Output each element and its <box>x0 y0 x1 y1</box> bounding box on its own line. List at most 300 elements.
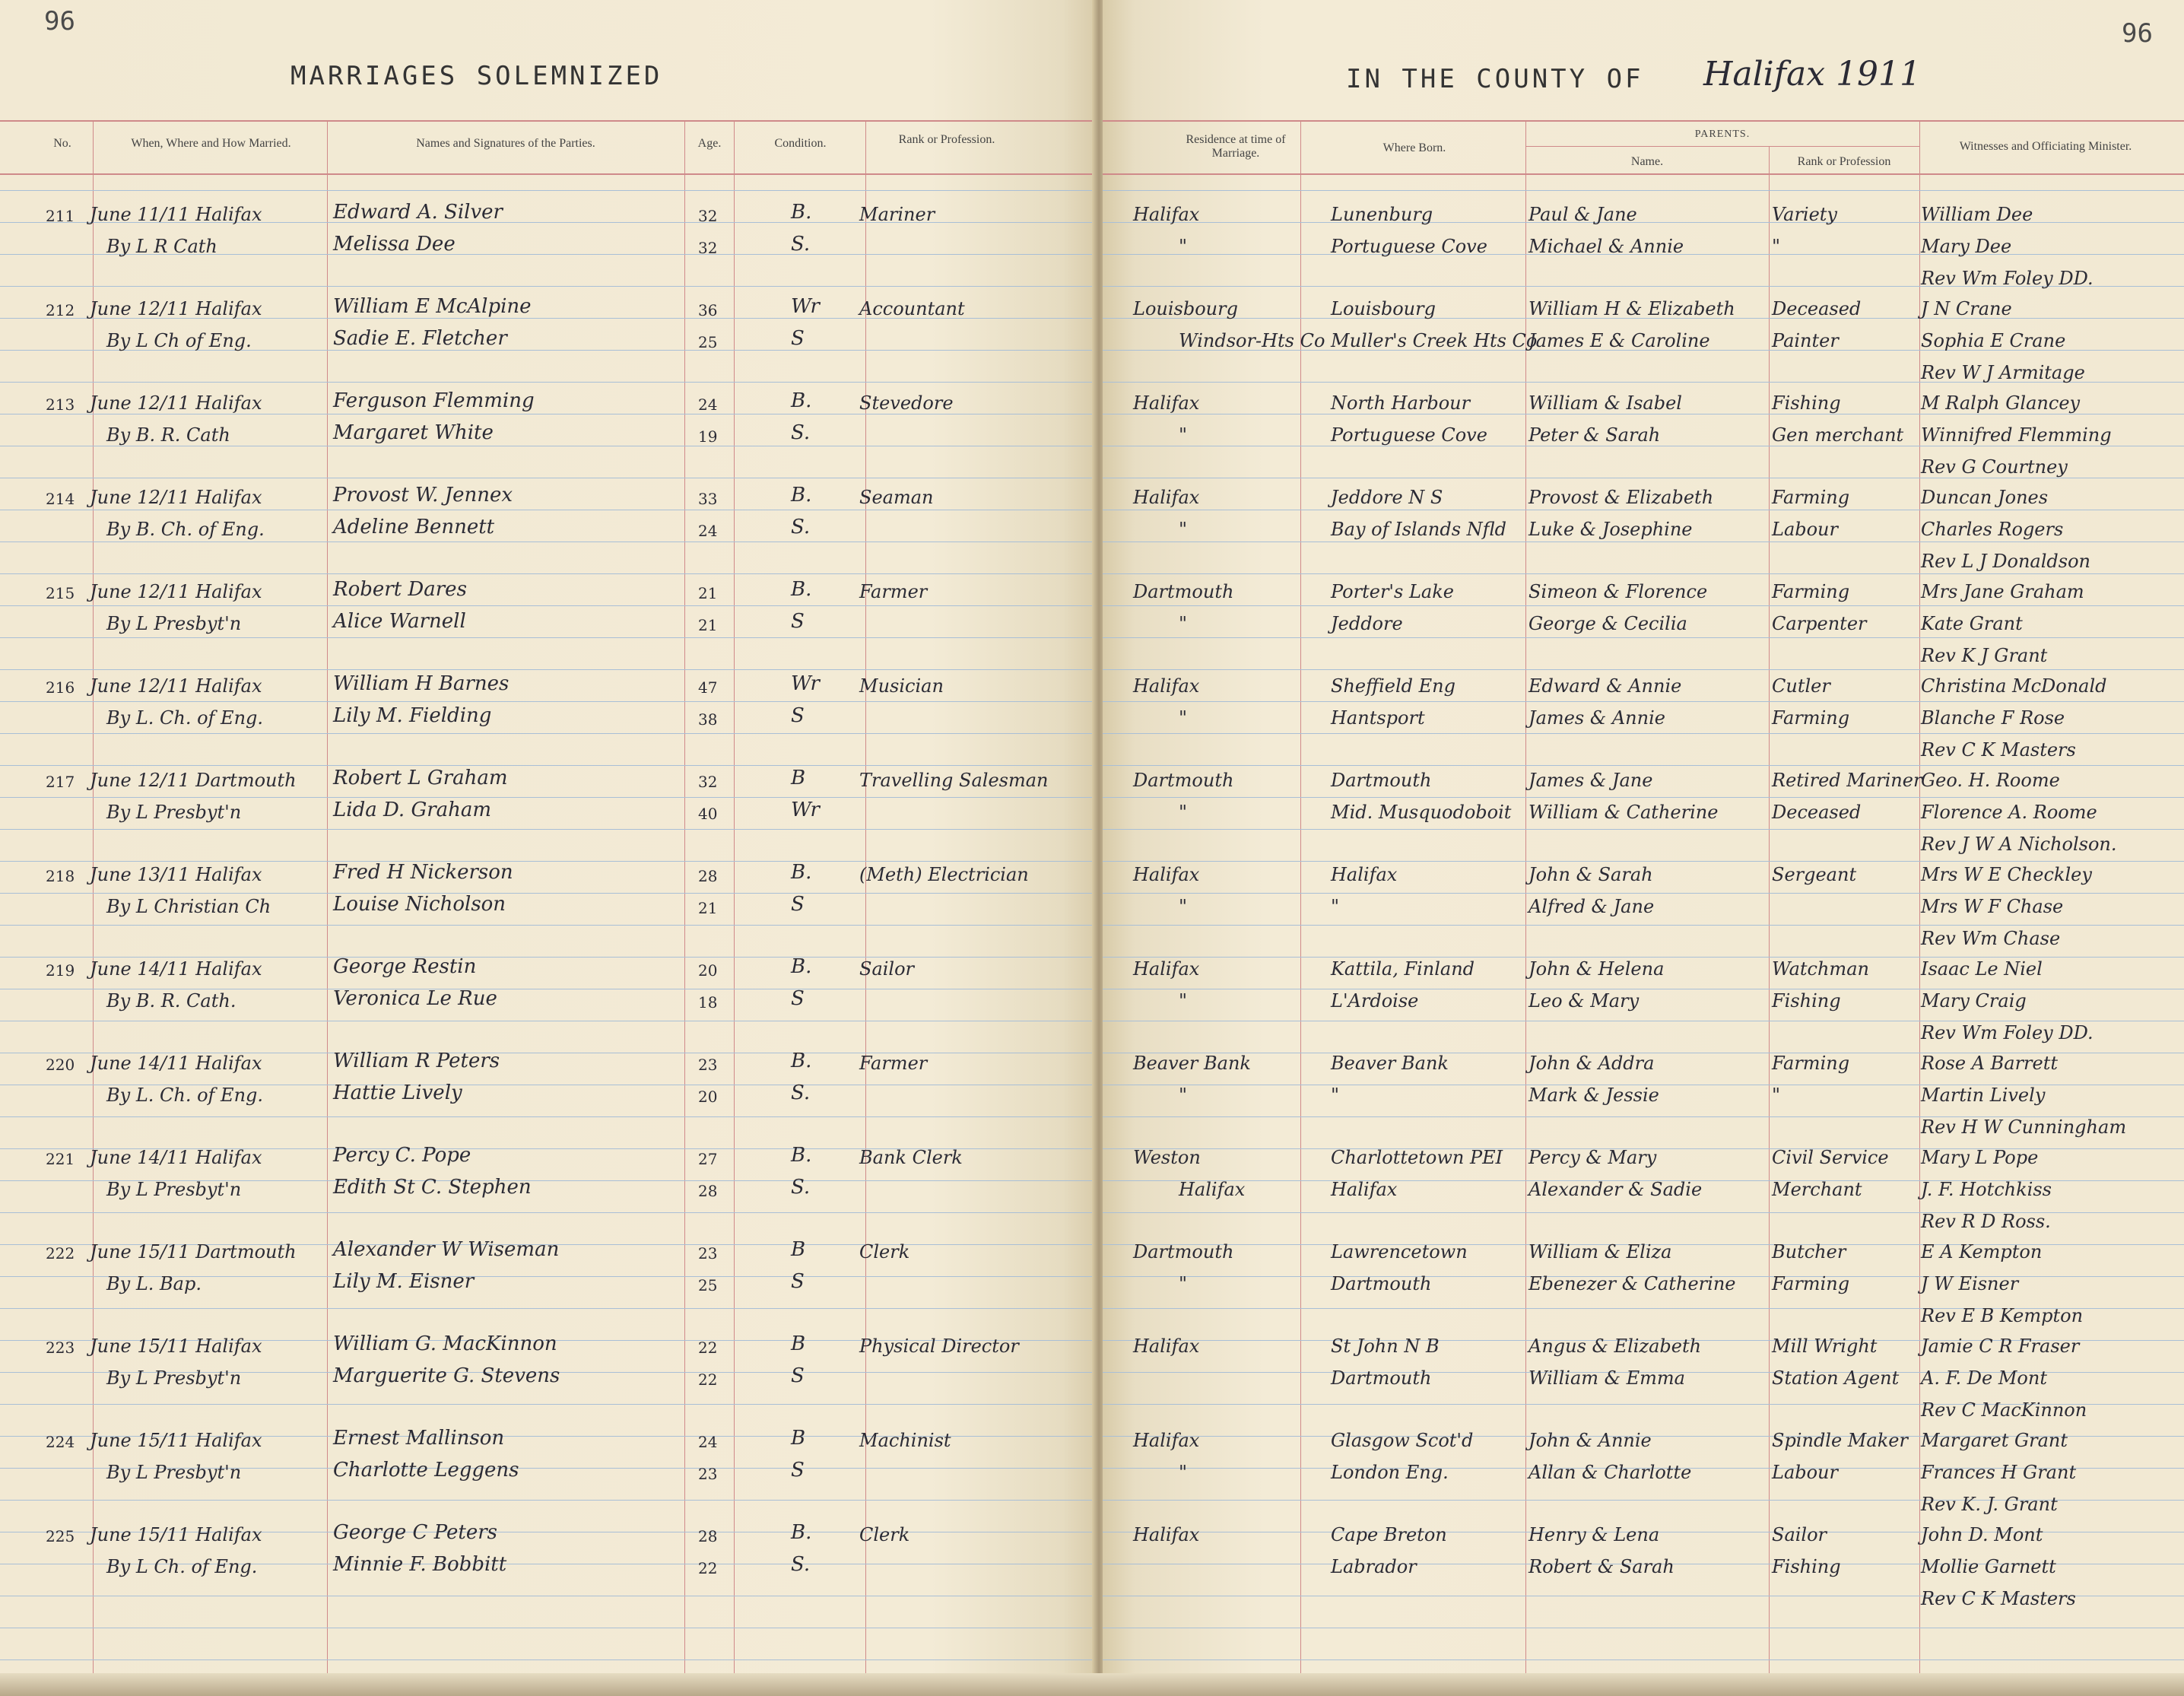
bride-residence: " <box>1179 896 1188 917</box>
bride-age: 23 <box>698 1465 718 1483</box>
bride-parent-profession: Carpenter <box>1772 613 1867 634</box>
groom-name: William R Peters <box>333 1050 500 1072</box>
left-page <box>0 0 1095 1681</box>
groom-profession: Sailor <box>859 958 915 980</box>
second-witness: A. F. De Mont <box>1921 1367 2047 1389</box>
col-head-age: Age. <box>697 137 722 150</box>
bride-parents: William & Emma <box>1528 1367 1685 1389</box>
groom-profession: (Meth) Electrician <box>859 864 1029 885</box>
marriage-denomination: By L. Bap. <box>106 1273 202 1294</box>
groom-condition: B. <box>791 578 812 601</box>
second-witness: Florence A. Roome <box>1921 802 2097 823</box>
groom-profession: Travelling Salesman <box>859 770 1049 791</box>
bride-age: 24 <box>698 522 718 540</box>
ruled-line <box>0 382 1095 383</box>
groom-name: Ernest Mallinson <box>333 1427 505 1450</box>
right-page <box>1103 0 2184 1681</box>
first-witness: J N Crane <box>1921 298 2012 319</box>
bride-residence: " <box>1179 613 1188 634</box>
marriage-date-place: June 13/11 Halifax <box>90 864 262 885</box>
bride-name: Charlotte Leggens <box>333 1459 519 1482</box>
groom-profession: Clerk <box>859 1524 910 1545</box>
ruled-line <box>1103 669 2184 670</box>
first-witness: Geo. H. Roome <box>1921 770 2060 791</box>
bride-birthplace: Portuguese Cove <box>1331 424 1487 446</box>
ruled-line <box>1103 925 2184 926</box>
groom-parents: John & Addra <box>1528 1053 1655 1074</box>
header-bottom-rule <box>1103 173 2184 175</box>
first-witness: M Ralph Glancey <box>1921 392 2081 414</box>
marriage-denomination: By L Presbyt'n <box>106 802 242 823</box>
col-head-where-born: Where Born. <box>1382 141 1446 154</box>
bride-condition: S <box>791 987 805 1010</box>
entry-number: 225 <box>46 1527 75 1545</box>
officiating-minister: Rev R D Ross. <box>1921 1211 2051 1232</box>
marriage-date-place: June 12/11 Halifax <box>90 487 262 508</box>
groom-age: 21 <box>698 584 718 602</box>
groom-profession: Stevedore <box>859 392 954 414</box>
groom-birthplace: Kattila, Finland <box>1331 958 1475 980</box>
marriage-denomination: By L. Ch. of Eng. <box>106 707 264 729</box>
bride-parents: Allan & Charlotte <box>1528 1462 1692 1483</box>
marriage-denomination: By B. R. Cath. <box>106 990 236 1012</box>
groom-age: 24 <box>698 1433 718 1451</box>
bride-parents: Robert & Sarah <box>1528 1556 1675 1577</box>
right-page-number: 96 <box>2122 18 2153 49</box>
ruled-line <box>0 1659 1095 1660</box>
ruled-line <box>1103 829 2184 830</box>
groom-profession: Musician <box>859 675 944 697</box>
entry-number: 213 <box>46 395 75 414</box>
groom-residence: Halifax <box>1133 1336 1200 1357</box>
ruled-line <box>1103 957 2184 958</box>
groom-residence: Halifax <box>1133 675 1200 697</box>
groom-age: 47 <box>698 678 718 697</box>
second-witness: Martin Lively <box>1921 1085 2046 1106</box>
bride-parent-profession: Labour <box>1772 519 1838 540</box>
bride-birthplace: Hantsport <box>1331 707 1425 729</box>
county-name: Halifax 1911 <box>1703 55 1922 94</box>
groom-parents: Edward & Annie <box>1528 675 1682 697</box>
bride-name: Margaret White <box>333 421 494 444</box>
marriage-date-place: June 12/11 Halifax <box>90 581 262 602</box>
groom-parent-profession: Variety <box>1772 204 1837 225</box>
ruled-line <box>0 1116 1095 1117</box>
column-divider <box>1769 146 1770 1681</box>
marriage-date-place: June 15/11 Halifax <box>90 1336 262 1357</box>
groom-residence: Halifax <box>1133 1430 1200 1451</box>
groom-parents: John & Sarah <box>1528 864 1653 885</box>
groom-residence: Halifax <box>1133 864 1200 885</box>
groom-parent-profession: Sergeant <box>1772 864 1857 885</box>
groom-name: George C Peters <box>333 1521 498 1544</box>
ruled-line <box>0 637 1095 638</box>
groom-birthplace: Lunenburg <box>1331 204 1433 225</box>
bride-name: Sadie E. Fletcher <box>333 327 507 350</box>
bride-parent-profession: Fishing <box>1772 1556 1841 1577</box>
bride-parents: Luke & Josephine <box>1528 519 1693 540</box>
left-page-heading: MARRIAGES SOLEMNIZED <box>290 61 663 91</box>
groom-parent-profession: Cutler <box>1772 675 1830 697</box>
groom-name: Percy C. Pope <box>333 1144 471 1167</box>
marriage-date-place: June 11/11 Halifax <box>90 204 262 225</box>
marriage-date-place: June 15/11 Halifax <box>90 1524 262 1545</box>
ruled-line <box>0 893 1095 894</box>
groom-profession: Mariner <box>859 204 935 225</box>
marriage-date-place: June 12/11 Dartmouth <box>90 770 297 791</box>
ruled-line <box>0 669 1095 670</box>
ruled-line <box>1103 190 2184 191</box>
groom-birthplace: Halifax <box>1331 864 1398 885</box>
marriage-denomination: By B. R. Cath <box>106 424 230 446</box>
bride-residence: " <box>1179 236 1188 257</box>
officiating-minister: Rev K J Grant <box>1921 645 2048 666</box>
marriage-date-place: June 15/11 Dartmouth <box>90 1241 297 1262</box>
groom-age: 28 <box>698 867 718 885</box>
first-witness: E A Kempton <box>1921 1241 2043 1262</box>
ruled-line <box>0 797 1095 798</box>
col-head-no: No. <box>53 137 71 150</box>
second-witness: Blanche F Rose <box>1921 707 2065 729</box>
officiating-minister: Rev C MacKinnon <box>1921 1399 2087 1421</box>
bride-name: Lida D. Graham <box>333 799 492 821</box>
ruled-line <box>0 701 1095 702</box>
second-witness: J. F. Hotchkiss <box>1921 1179 2052 1200</box>
bride-condition: S <box>791 1270 805 1293</box>
marriage-denomination: By L R Cath <box>106 236 217 257</box>
bride-name: Lily M. Fielding <box>333 704 492 727</box>
entry-number: 220 <box>46 1056 75 1074</box>
ruled-line <box>1103 637 2184 638</box>
groom-birthplace: Beaver Bank <box>1331 1053 1449 1074</box>
ruled-line <box>0 765 1095 766</box>
groom-age: 23 <box>698 1244 718 1262</box>
officiating-minister: Rev Wm Foley DD. <box>1921 1022 2094 1043</box>
groom-age: 20 <box>698 961 718 980</box>
bride-condition: S <box>791 1364 805 1387</box>
bride-birthplace: " <box>1331 1085 1340 1106</box>
column-divider <box>1525 120 1526 1681</box>
groom-parent-profession: Farming <box>1772 581 1850 602</box>
bride-parent-profession: Farming <box>1772 707 1850 729</box>
officiating-minister: Rev W J Armitage <box>1921 362 2085 383</box>
groom-condition: B. <box>791 389 812 412</box>
groom-age: 23 <box>698 1056 718 1074</box>
groom-condition: B. <box>791 1521 812 1544</box>
groom-parent-profession: Civil Service <box>1772 1147 1889 1168</box>
col-head-witnesses: Witnesses and Officiating Minister. <box>1959 140 2132 153</box>
second-witness: Frances H Grant <box>1921 1462 2077 1483</box>
groom-name: Fred H Nickerson <box>333 861 513 884</box>
marriage-date-place: June 14/11 Halifax <box>90 1053 262 1074</box>
bride-age: 20 <box>698 1088 718 1106</box>
bride-parents: George & Cecilia <box>1528 613 1687 634</box>
bride-birthplace: Jeddore <box>1331 613 1403 634</box>
officiating-minister: Rev E B Kempton <box>1921 1305 2084 1326</box>
groom-age: 27 <box>698 1150 718 1168</box>
groom-condition: Wr <box>791 295 820 318</box>
marriage-denomination: By L Christian Ch <box>106 896 271 917</box>
header-bottom-rule <box>0 173 1095 175</box>
groom-age: 28 <box>698 1527 718 1545</box>
col-head-parent-name: Name. <box>1630 155 1664 168</box>
groom-name: William G. MacKinnon <box>333 1332 557 1355</box>
groom-condition: B. <box>791 1144 812 1167</box>
ruled-line <box>0 190 1095 191</box>
second-witness: Kate Grant <box>1921 613 2023 634</box>
groom-birthplace: Cape Breton <box>1331 1524 1447 1545</box>
bride-parents: Alexander & Sadie <box>1528 1179 1703 1200</box>
first-witness: Christina McDonald <box>1921 675 2107 697</box>
first-witness: Mary L Pope <box>1921 1147 2039 1168</box>
ruled-line <box>0 829 1095 830</box>
bride-name: Alice Warnell <box>333 610 466 633</box>
bride-parent-profession: Labour <box>1772 1462 1838 1483</box>
groom-parents: Angus & Elizabeth <box>1528 1336 1702 1357</box>
marriage-denomination: By L Presbyt'n <box>106 1179 242 1200</box>
bride-age: 25 <box>698 1276 718 1294</box>
column-divider <box>734 120 735 1681</box>
col-head-names: Names and Signatures of the Parties. <box>416 137 595 150</box>
groom-name: William E McAlpine <box>333 295 532 318</box>
groom-parent-profession: Watchman <box>1772 958 1869 980</box>
second-witness: Mrs W F Chase <box>1921 896 2064 917</box>
groom-condition: B <box>791 1427 806 1450</box>
ruled-line <box>0 1500 1095 1501</box>
ruled-line <box>0 957 1095 958</box>
groom-parent-profession: Spindle Maker <box>1772 1430 1908 1451</box>
groom-birthplace: Louisbourg <box>1331 298 1436 319</box>
ruled-line <box>1103 765 2184 766</box>
groom-birthplace: Glasgow Scot'd <box>1331 1430 1474 1451</box>
groom-parents: John & Annie <box>1528 1430 1652 1451</box>
groom-condition: Wr <box>791 672 820 695</box>
bride-age: 21 <box>698 616 718 634</box>
bride-name: Louise Nicholson <box>333 893 506 916</box>
groom-birthplace: Sheffield Eng <box>1331 675 1455 697</box>
right-page-heading: IN THE COUNTY OF <box>1346 64 1644 94</box>
bride-birthplace: " <box>1331 896 1340 917</box>
ruled-line <box>1103 701 2184 702</box>
groom-name: Robert L Graham <box>333 767 508 789</box>
bride-condition: S <box>791 704 805 727</box>
col-head-when: When, Where and How Married. <box>131 137 291 150</box>
col-head-condition: Condition. <box>774 137 827 150</box>
bride-age: 22 <box>698 1559 718 1577</box>
first-witness: John D. Mont <box>1921 1524 2043 1545</box>
officiating-minister: Rev G Courtney <box>1921 456 2068 478</box>
groom-parents: Henry & Lena <box>1528 1524 1660 1545</box>
bride-parent-profession: " <box>1772 236 1781 257</box>
officiating-minister: Rev H W Cunningham <box>1921 1116 2127 1138</box>
groom-parents: William H & Elizabeth <box>1528 298 1735 319</box>
groom-birthplace: Lawrencetown <box>1331 1241 1468 1262</box>
groom-name: William H Barnes <box>333 672 509 695</box>
ruled-line <box>0 925 1095 926</box>
bride-condition: S <box>791 1459 805 1482</box>
groom-age: 22 <box>698 1339 718 1357</box>
bride-birthplace: Halifax <box>1331 1179 1398 1200</box>
left-page-number: 96 <box>44 6 75 37</box>
bride-birthplace: L'Ardoise <box>1331 990 1419 1012</box>
bride-condition: S <box>791 893 805 916</box>
bride-residence: " <box>1179 1462 1188 1483</box>
groom-profession: Farmer <box>859 1053 928 1074</box>
ruled-line <box>1103 797 2184 798</box>
ruled-line <box>0 573 1095 574</box>
groom-parent-profession: Deceased <box>1772 298 1862 319</box>
groom-parent-profession: Butcher <box>1772 1241 1846 1262</box>
bride-parents: Ebenezer & Catherine <box>1528 1273 1736 1294</box>
second-witness: Charles Rogers <box>1921 519 2064 540</box>
entry-number: 219 <box>46 961 75 980</box>
bride-condition: S. <box>791 516 811 538</box>
entry-number: 218 <box>46 867 75 885</box>
ruled-line <box>1103 893 2184 894</box>
bride-name: Edith St C. Stephen <box>333 1176 532 1199</box>
groom-name: Robert Dares <box>333 578 467 601</box>
ruled-line <box>0 1308 1095 1309</box>
bride-residence: Halifax <box>1179 1179 1246 1200</box>
groom-profession: Bank Clerk <box>859 1147 963 1168</box>
groom-parent-profession: Mill Wright <box>1772 1336 1878 1357</box>
bride-birthplace: Muller's Creek Hts Co <box>1331 330 1538 351</box>
first-witness: Jamie C R Fraser <box>1921 1336 2080 1357</box>
second-witness: Mollie Garnett <box>1921 1556 2056 1577</box>
bride-birthplace: Bay of Islands Nfld <box>1331 519 1507 540</box>
bride-parent-profession: Gen merchant <box>1772 424 1904 446</box>
groom-residence: Dartmouth <box>1133 1241 1234 1262</box>
bride-parents: Mark & Jessie <box>1528 1085 1659 1106</box>
second-witness: Sophia E Crane <box>1921 330 2066 351</box>
ruled-line <box>0 1212 1095 1213</box>
first-witness: Isaac Le Niel <box>1921 958 2043 980</box>
bride-age: 18 <box>698 993 718 1012</box>
groom-parents: James & Jane <box>1528 770 1653 791</box>
marriage-denomination: By B. Ch. of Eng. <box>106 519 265 540</box>
groom-parents: Paul & Jane <box>1528 204 1637 225</box>
bride-residence: " <box>1179 519 1188 540</box>
parents-subheader-rule <box>1525 146 1919 147</box>
officiating-minister: Rev K. J. Grant <box>1921 1494 2058 1515</box>
groom-age: 32 <box>698 773 718 791</box>
bride-condition: Wr <box>791 799 820 821</box>
groom-age: 33 <box>698 490 718 508</box>
bride-parent-profession: Station Agent <box>1772 1367 1900 1389</box>
entry-number: 221 <box>46 1150 75 1168</box>
bride-birthplace: London Eng. <box>1331 1462 1449 1483</box>
marriage-date-place: June 15/11 Halifax <box>90 1430 262 1451</box>
groom-birthplace: St John N B <box>1331 1336 1440 1357</box>
groom-name: Ferguson Flemming <box>333 389 535 412</box>
officiating-minister: Rev C K Masters <box>1921 1588 2076 1609</box>
ruled-line <box>0 733 1095 734</box>
entry-number: 222 <box>46 1244 75 1262</box>
groom-profession: Machinist <box>859 1430 951 1451</box>
officiating-minister: Rev L J Donaldson <box>1921 551 2090 572</box>
bride-birthplace: Dartmouth <box>1331 1367 1432 1389</box>
officiating-minister: Rev C K Masters <box>1921 739 2076 761</box>
ruled-line <box>1103 1659 2184 1660</box>
marriage-date-place: June 12/11 Halifax <box>90 675 262 697</box>
col-head-profession: Rank or Profession. <box>898 133 995 146</box>
bride-parents: James & Annie <box>1528 707 1665 729</box>
bride-parents: Alfred & Jane <box>1528 896 1655 917</box>
bride-parent-profession: Merchant <box>1772 1179 1862 1200</box>
entry-number: 217 <box>46 773 75 791</box>
column-divider <box>1300 120 1301 1681</box>
groom-parents: John & Helena <box>1528 958 1665 980</box>
column-divider <box>684 120 685 1681</box>
groom-name: Alexander W Wiseman <box>333 1238 560 1261</box>
groom-residence: Halifax <box>1133 392 1200 414</box>
column-divider <box>1919 120 1920 1681</box>
bride-condition: S <box>791 610 805 633</box>
groom-residence: Dartmouth <box>1133 581 1234 602</box>
bride-condition: S. <box>791 1081 811 1104</box>
marriage-denomination: By L Presbyt'n <box>106 1462 242 1483</box>
groom-parent-profession: Sailor <box>1772 1524 1827 1545</box>
groom-parent-profession: Farming <box>1772 487 1850 508</box>
col-head-residence: Residence at time of Marriage. <box>1186 133 1286 160</box>
bride-birthplace: Labrador <box>1331 1556 1417 1577</box>
groom-residence: Halifax <box>1133 1524 1200 1545</box>
groom-condition: B <box>791 1332 806 1355</box>
officiating-minister: Rev Wm Foley DD. <box>1921 268 2094 289</box>
bride-parents: Leo & Mary <box>1528 990 1640 1012</box>
groom-parents: Provost & Elizabeth <box>1528 487 1714 508</box>
bride-parent-profession: Painter <box>1772 330 1839 351</box>
bride-parents: William & Catherine <box>1528 802 1719 823</box>
first-witness: Duncan Jones <box>1921 487 2049 508</box>
col-head-parent-rank: Rank or Profession <box>1797 155 1891 168</box>
bride-condition: S. <box>791 233 811 256</box>
groom-profession: Farmer <box>859 581 928 602</box>
groom-parent-profession: Farming <box>1772 1053 1850 1074</box>
bride-name: Minnie F. Bobbitt <box>333 1553 507 1576</box>
entry-number: 212 <box>46 301 75 319</box>
bride-parent-profession: Deceased <box>1772 802 1862 823</box>
groom-condition: B <box>791 1238 806 1261</box>
groom-residence: Weston <box>1133 1147 1201 1168</box>
bride-name: Veronica Le Rue <box>333 987 497 1010</box>
bride-birthplace: Mid. Musquodoboit <box>1331 802 1512 823</box>
header-top-rule <box>0 120 1095 122</box>
marriage-denomination: By L Presbyt'n <box>106 1367 242 1389</box>
entry-number: 215 <box>46 584 75 602</box>
groom-profession: Accountant <box>859 298 965 319</box>
groom-parent-profession: Retired Mariner <box>1772 770 1922 791</box>
header-top-rule <box>1103 120 2184 122</box>
bride-name: Marguerite G. Stevens <box>333 1364 560 1387</box>
bride-condition: S <box>791 327 805 350</box>
marriage-denomination: By L Presbyt'n <box>106 613 242 634</box>
groom-condition: B. <box>791 955 812 978</box>
officiating-minister: Rev J W A Nicholson. <box>1921 834 2117 855</box>
bride-residence: " <box>1179 1085 1188 1106</box>
ruled-line <box>0 605 1095 606</box>
ruled-line <box>0 286 1095 287</box>
page-bottom-edge <box>0 1673 2184 1696</box>
groom-birthplace: North Harbour <box>1331 392 1471 414</box>
ruled-line <box>0 1404 1095 1405</box>
groom-parents: William & Isabel <box>1528 392 1682 414</box>
bride-parent-profession: Fishing <box>1772 990 1841 1012</box>
bride-age: 22 <box>698 1370 718 1389</box>
groom-age: 32 <box>698 207 718 225</box>
groom-residence: Halifax <box>1133 487 1200 508</box>
marriage-date-place: June 14/11 Halifax <box>90 1147 262 1168</box>
